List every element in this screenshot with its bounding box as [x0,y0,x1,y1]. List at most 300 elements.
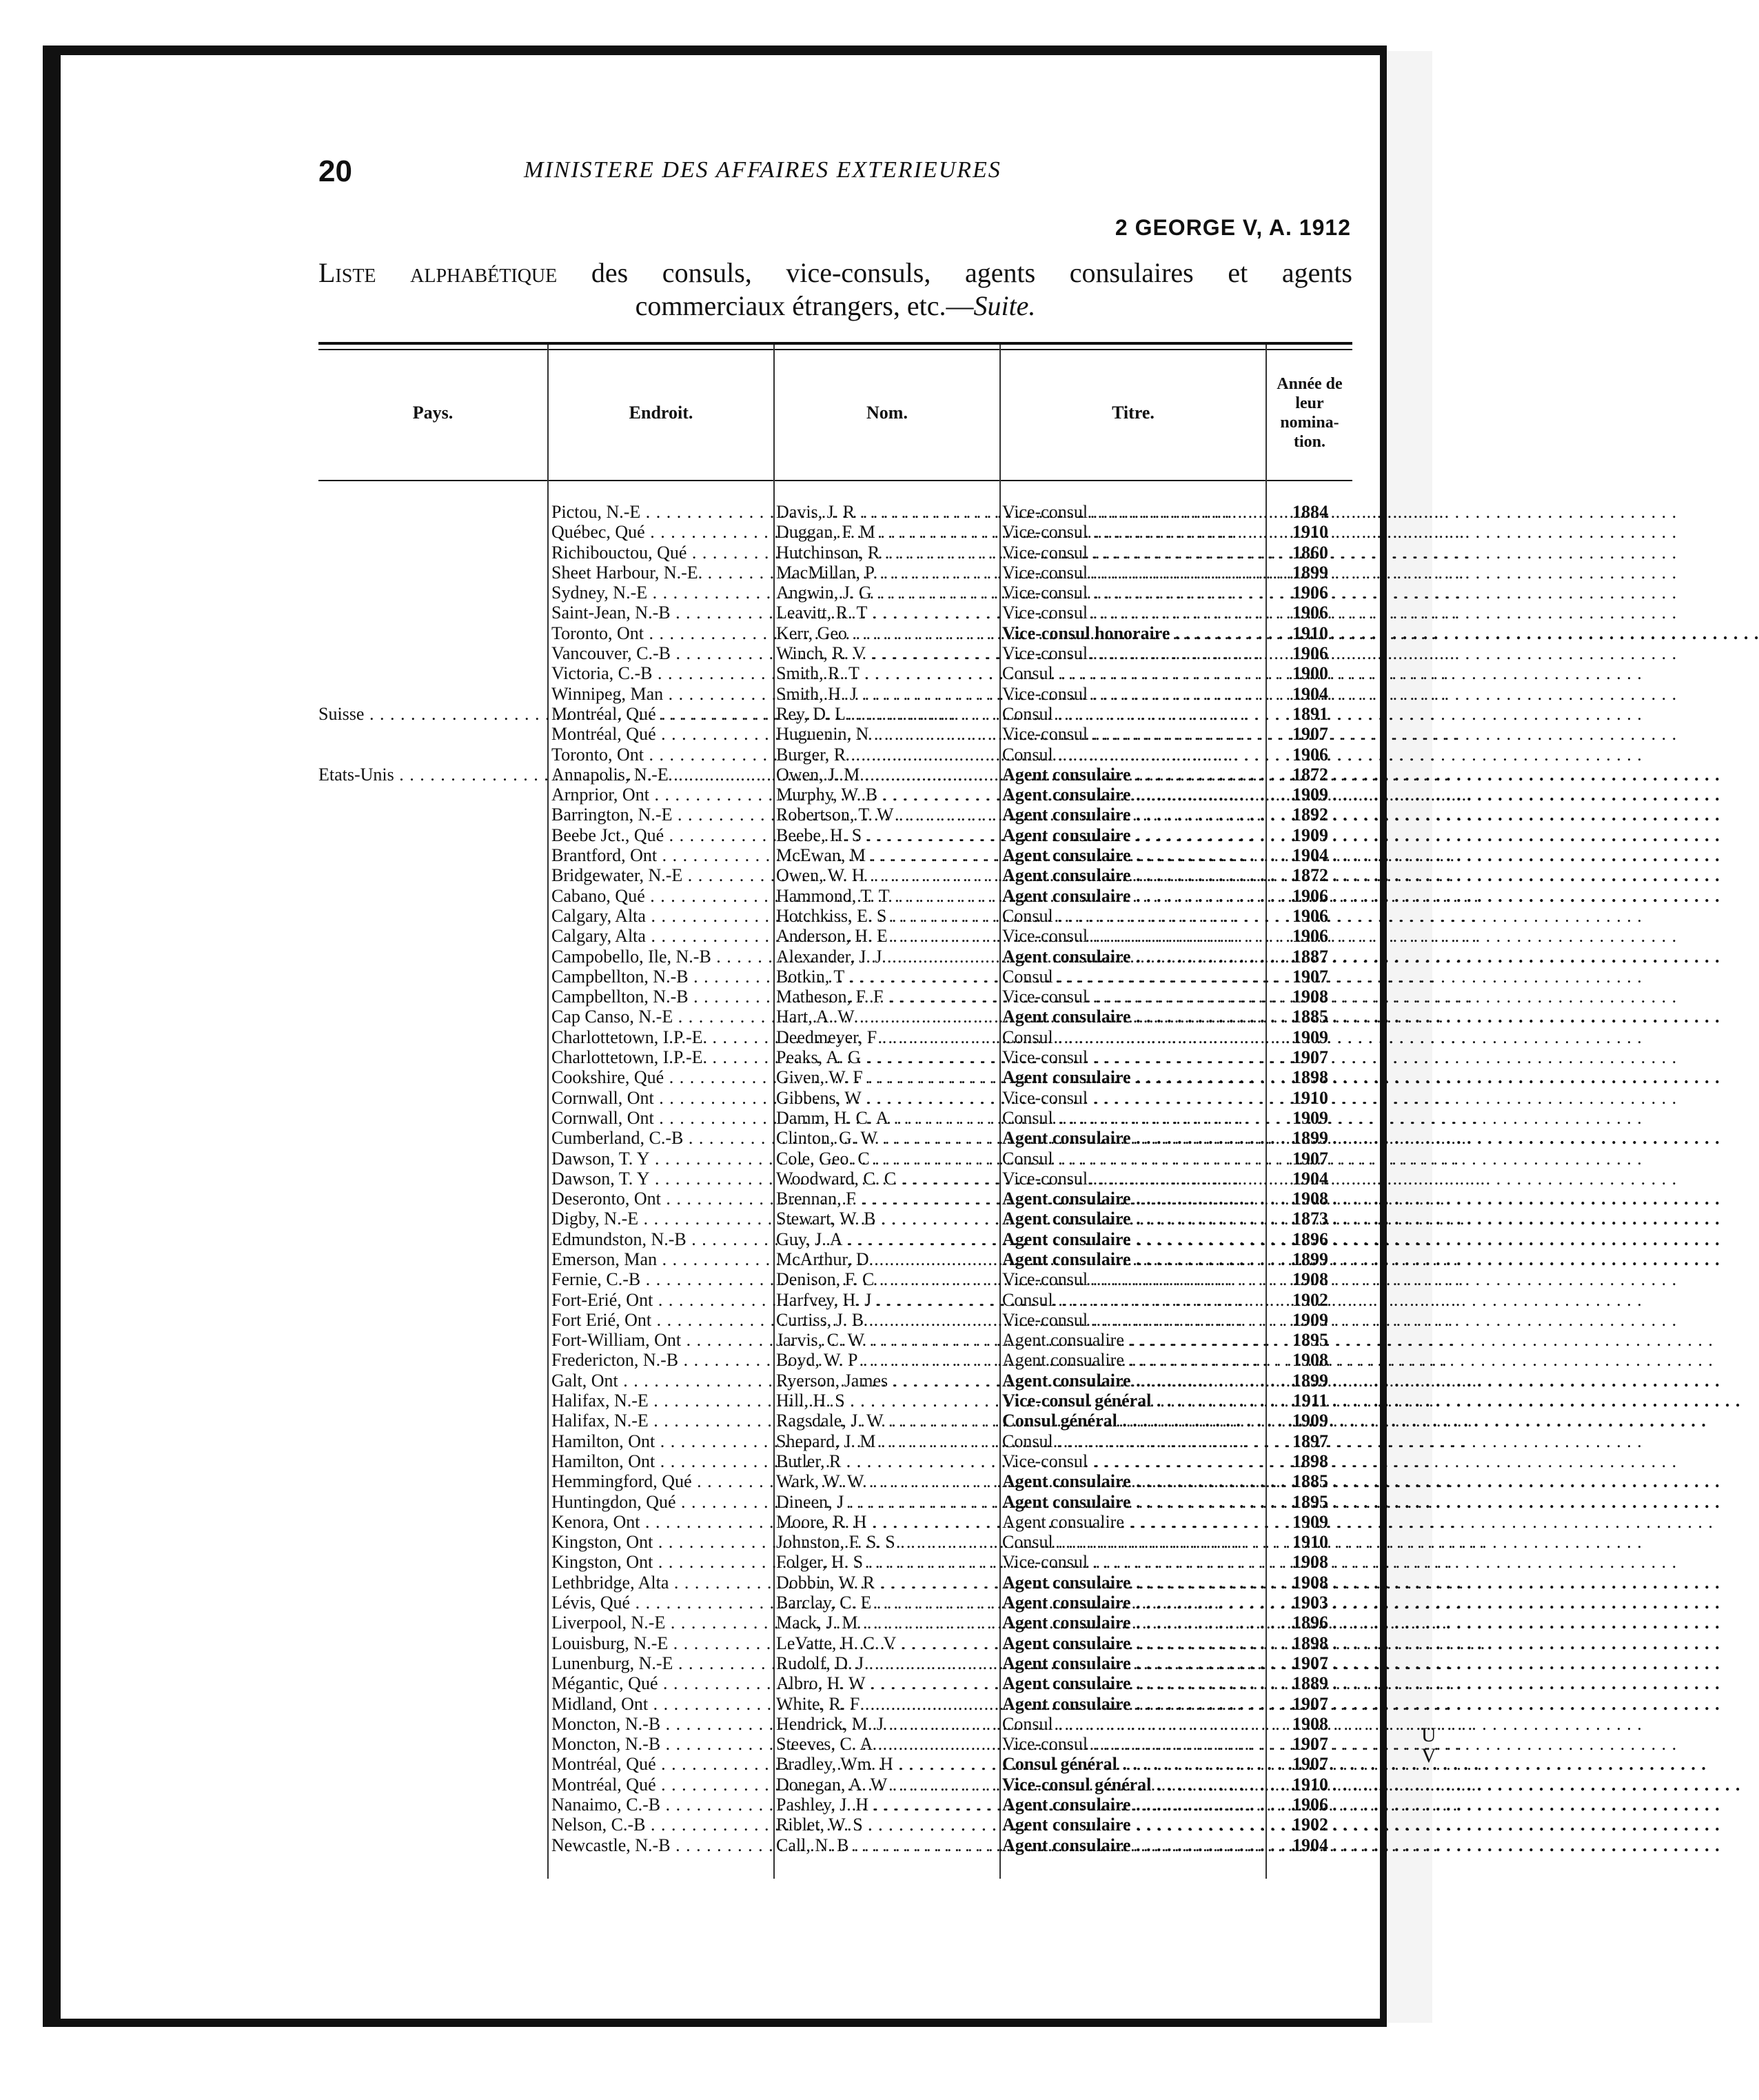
name-cell: Winch, R. V . . . [776,643,998,663]
place-cell: Calgary, Alta . . . [551,926,773,946]
title-cell: Agent consulaire . . . [1002,845,1261,865]
table-row [0,1613,1432,1633]
year-cell: 1907 [1292,1693,1328,1714]
year-cell: 1906 [1292,926,1328,947]
place-cell: Annapolis, N.-E . . . [551,765,773,785]
year-cell: 1907 [1292,1734,1328,1755]
year-cell: 1895 [1292,1330,1328,1351]
table-row [0,1391,1432,1411]
name-cell: Hendrick, M. J . . . [776,1714,998,1734]
place-cell: Arnprior, Ont . . . [551,785,773,805]
adjacent-page-letter: U [1421,1724,1436,1746]
name-cell: Woodward, C. C . . . [776,1169,998,1189]
name-cell: McEwan, M . . . [776,845,998,865]
table-row [0,1734,1432,1754]
place-cell: Sheet Harbour, N.-E. . . . [551,563,773,583]
table-top-rule [318,342,1352,345]
header-nom: Nom. [866,403,908,423]
name-cell: Burger, R . . . [776,745,998,765]
name-cell: Rey, D. L . . . [776,704,998,724]
place-cell: Emerson, Man . . . [551,1249,773,1269]
name-cell: Kerr, Geo . . . [776,623,998,643]
name-cell: Boyd, W. P . . . [776,1350,998,1370]
title-cell: Consul . . . [1002,663,1261,683]
name-cell: Given, W. F . . . [776,1067,998,1087]
year-cell: 1897 [1292,1431,1328,1451]
table-row [0,1007,1432,1027]
place-cell: Montréal, Qué . . . [551,1754,773,1774]
table-row [0,724,1432,744]
title-line1: des consuls, vice-consuls, agents consulaires et agents [591,257,1352,288]
table-row [0,543,1432,563]
place-cell: Fort Erié, Ont . . . [551,1310,773,1330]
year-cell: 1910 [1292,623,1328,643]
table-row [0,623,1432,643]
year-cell: 1908 [1292,1713,1328,1734]
table-row [0,1431,1432,1451]
place-cell: Lunenburg, N.-E . . . [551,1653,773,1673]
place-cell: Dawson, T. Y . . . [551,1149,773,1169]
table-row [0,502,1432,522]
year-cell: 1906 [1292,905,1328,926]
title-cell: Consul . . . [1002,1149,1261,1169]
name-cell: Harfvey, H. J . . . [776,1290,998,1310]
title-cell: Agent consulaire . . . [1002,1653,1261,1673]
place-cell: Cumberland, C.-B . . . [551,1128,773,1148]
year-cell: 1872 [1292,764,1328,785]
name-cell: Pashley, J. H . . . [776,1795,998,1815]
page-frame-bottom [43,2019,1387,2027]
year-cell: 1906 [1292,583,1328,603]
place-cell: Montréal, Qué . . . [551,724,773,744]
title-cell: Agent consulaire . . . [1002,1573,1261,1593]
place-cell: Cap Canso, N.-E . . . [551,1007,773,1027]
table-row [0,1330,1432,1350]
year-cell: 1887 [1292,946,1328,967]
table-row [0,1653,1432,1673]
title-cell: Vice-consul . . . [1002,1552,1261,1572]
header-titre: Titre. [1112,403,1155,423]
name-cell: Folger, H. S . . . [776,1552,998,1572]
table-row [0,1795,1432,1815]
year-cell: 1909 [1292,825,1328,845]
year-cell: 1910 [1292,1087,1328,1108]
place-cell: Brantford, Ont . . . [551,845,773,865]
name-cell: Duggan, F. M . . . [776,522,998,542]
table-row [0,1290,1432,1310]
place-cell: Moncton, N.-B . . . [551,1734,773,1754]
place-cell: Charlottetown, I.P.-E. . . . [551,1047,773,1067]
year-cell: 1908 [1292,1572,1328,1593]
name-cell: Bradley, Wm. H . . . [776,1754,998,1774]
title-cell: Vice-consul . . . [1002,1088,1261,1108]
table-row [0,684,1432,704]
title-cell: Agent consulaire . . . [1002,1633,1261,1653]
name-cell: Denison, F. C . . . [776,1269,998,1289]
name-cell: Ragsdale, J. W . . . [776,1411,998,1431]
name-cell: Butler, R . . . [776,1451,998,1471]
place-cell: Campobello, Ile, N.-B . . . [551,947,773,967]
place-cell: Edmundston, N.-B . . . [551,1229,773,1249]
year-cell: 1910 [1292,1532,1328,1553]
title-cell: Agent consulaire . . . [1002,1673,1261,1693]
year-cell: 1872 [1292,865,1328,886]
table-row [0,1673,1432,1693]
place-cell: Fort-William, Ont . . . [551,1330,773,1350]
table-row [0,926,1432,946]
place-cell: Campbellton, N.-B . . . [551,987,773,1007]
title-cell: Agent consulaire . . . [1002,1229,1261,1249]
title-lead: Liste alphabétique [318,257,558,288]
year-cell: 1908 [1292,1189,1328,1209]
table-row [0,704,1432,724]
place-cell: Hamilton, Ont . . . [551,1431,773,1451]
place-cell: Montréal, Qué . . . [551,1775,773,1795]
title-cell: Vice-consul . . . [1002,1310,1261,1330]
title-cell: Agent consulaire . . . [1002,825,1261,845]
year-cell: 1898 [1292,1067,1328,1088]
name-cell: Peaks, A. G . . . [776,1047,998,1067]
table-row [0,1149,1432,1169]
year-cell: 1902 [1292,1815,1328,1835]
year-cell: 1904 [1292,845,1328,866]
title-cell: Vice-consul . . . [1002,563,1261,583]
title-cell: Agent consulaire . . . [1002,805,1261,825]
table-row [0,1552,1432,1572]
place-cell: Kingston, Ont . . . [551,1552,773,1572]
table-row [0,1451,1432,1471]
year-cell: 1907 [1292,1653,1328,1673]
title-cell: Agent consulaire . . . [1002,1371,1261,1391]
name-cell: Riblet, W. S . . . [776,1815,998,1835]
title-cell: Vice-consul . . . [1002,724,1261,744]
year-cell: 1910 [1292,522,1328,543]
place-cell: Deseronto, Ont . . . [551,1189,773,1209]
year-cell: 1909 [1292,1511,1328,1532]
year-cell: 1909 [1292,1411,1328,1431]
title-cell: Consul . . . [1002,1431,1261,1451]
title-cell: Consul . . . [1002,1532,1261,1552]
year-cell: 1896 [1292,1613,1328,1633]
place-cell: Pictou, N.-E . . . [551,502,773,522]
title-cell: Vice-consul . . . [1002,926,1261,946]
title-cell: Agent consulaire . . . [1002,886,1261,906]
table-row [0,643,1432,663]
title-cell: Vice-consul . . . [1002,603,1261,623]
place-cell: Lévis, Qué . . . [551,1593,773,1613]
name-cell: Curtiss, J. B . . . [776,1310,998,1330]
title-cell: Agent consulaire . . . [1002,1067,1261,1087]
year-cell: 1889 [1292,1673,1328,1694]
year-cell: 1906 [1292,603,1328,623]
name-cell: Stewart, W. B . . . [776,1209,998,1229]
place-cell: Louisburg, N.-E . . . [551,1633,773,1653]
year-cell: 1908 [1292,1269,1328,1290]
name-cell: Hill, H. S . . . [776,1391,998,1411]
table-row [0,1532,1432,1552]
name-cell: Angwin, J. G . . . [776,583,998,603]
title-cell: Consul . . . [1002,1714,1261,1734]
name-cell: Jarvis, C. W . . . [776,1330,998,1350]
country-label: Suisse . . . [318,704,543,724]
place-cell: Québec, Qué . . . [551,522,773,542]
title-cell: Consul . . . [1002,1108,1261,1128]
year-cell: 1904 [1292,1168,1328,1189]
year-cell: 1885 [1292,1007,1328,1027]
name-cell: White, R. F . . . [776,1694,998,1714]
table-row [0,1512,1432,1532]
place-cell: Victoria, C.-B . . . [551,663,773,683]
title-cell: Agent consulaire . . . [1002,1835,1261,1855]
year-cell: 1898 [1292,1451,1328,1471]
place-cell: Liverpool, N.-E . . . [551,1613,773,1633]
place-cell: Cornwall, Ont . . . [551,1108,773,1128]
year-cell: 1896 [1292,1229,1328,1249]
name-cell: Dobbin, W. R . . . [776,1573,998,1593]
place-cell: Halifax, N.-E . . . [551,1411,773,1431]
year-cell: 1899 [1292,1128,1328,1149]
table-row [0,1754,1432,1774]
place-cell: Charlottetown, I.P.-E. . . . [551,1027,773,1047]
table-row [0,1471,1432,1491]
name-cell: Wark, W. W . . . [776,1471,998,1491]
year-cell: 1904 [1292,683,1328,704]
table-row [0,865,1432,885]
table-row [0,1088,1432,1108]
header-annee: Année de leur nomina- tion. [1277,375,1343,451]
title-cell: Agent consulaire . . . [1002,1471,1261,1491]
name-cell: Alexander, J. J . . . [776,947,998,967]
table-row [0,1775,1432,1795]
title-cell: Consul général . . . [1002,1754,1261,1774]
title-cell: Vice-consul . . . [1002,1451,1261,1471]
name-cell: Hotchkiss, E. S . . . [776,906,998,926]
title-cell: Consul . . . [1002,967,1261,987]
year-cell: 1910 [1292,1774,1328,1795]
place-cell: Calgary, Alta . . . [551,906,773,926]
name-cell: Leavitt, R. T . . . [776,603,998,623]
year-cell: 1902 [1292,1289,1328,1310]
place-cell: Nelson, C.-B . . . [551,1815,773,1835]
title-cell: Vice-consul . . . [1002,583,1261,603]
name-cell: Smith, H. J . . . [776,684,998,704]
title-cell: Vice-consul . . . [1002,1734,1261,1754]
place-cell: Campbellton, N.-B . . . [551,967,773,987]
name-cell: Rudolf, D. J . . . [776,1653,998,1673]
place-cell: Fredericton, N.-B . . . [551,1350,773,1370]
name-cell: Shepard, J. M . . . [776,1431,998,1451]
table-row [0,1371,1432,1391]
year-cell: 1908 [1292,987,1328,1007]
table-row [0,1189,1432,1209]
header-endroit: Endroit. [629,403,693,423]
table-row [0,1067,1432,1087]
title-cell: Agent consulaire . . . [1002,765,1261,785]
name-cell: Beebe, H. S . . . [776,825,998,845]
table-row [0,1229,1432,1249]
year-cell: 1899 [1292,1370,1328,1391]
year-cell: 1903 [1292,1593,1328,1613]
place-cell: Montréal, Qué . . . [551,704,773,724]
page-number: 20 [318,154,352,188]
place-cell: Midland, Ont . . . [551,1694,773,1714]
name-cell: Cole, Geo. C . . . [776,1149,998,1169]
table-row [0,1573,1432,1593]
year-cell: 1898 [1292,1633,1328,1653]
year-cell: 1906 [1292,744,1328,765]
running-head: MINISTERE DES AFFAIRES EXTERIEURES [524,157,1001,183]
table-row [0,845,1432,865]
title-cell: Vice-consul . . . [1002,522,1261,542]
title-cell: Agent consulaire . . . [1002,1007,1261,1027]
table-row [0,1249,1432,1269]
header-pays: Pays. [412,403,454,423]
place-cell: Bridgewater, N.-E . . . [551,865,773,885]
name-cell: McArthur, D . . . [776,1249,998,1269]
year-cell: 1909 [1292,785,1328,805]
country-label: Etats-Unis . . . [318,765,543,785]
name-cell: Murphy, W. B . . . [776,785,998,805]
table-row [0,1815,1432,1835]
place-cell: Sydney, N.-E . . . [551,583,773,603]
title-cell: Agent consulaire . . . [1002,1815,1261,1835]
name-cell: Botkin, T . . . [776,967,998,987]
title-cell: Agent consulaire . . . [1002,1249,1261,1269]
table-row [0,1047,1432,1067]
table-row [0,522,1432,542]
place-cell: Galt, Ont . . . [551,1371,773,1391]
year-cell: 1892 [1292,805,1328,825]
title-cell: Agent consulaire . . . [1002,1694,1261,1714]
year-cell: 1908 [1292,1350,1328,1371]
year-cell: 1884 [1292,502,1328,522]
place-cell: Lethbridge, Alta . . . [551,1573,773,1593]
session-reference: 2 GEORGE V, A. 1912 [1115,215,1351,240]
place-cell: Huntingdon, Qué . . . [551,1492,773,1512]
title-cell: Vice-consul honoraire . . . [1002,623,1261,643]
title-cell: Agent consualire . . . [1002,1512,1261,1532]
name-cell: Ryerson, James . . . [776,1371,998,1391]
title-cell: Agent consualire . . . [1002,1350,1261,1370]
table-row [0,1411,1432,1431]
place-cell: Cabano, Qué . . . [551,886,773,906]
year-cell: 1911 [1292,1391,1328,1411]
title-cell: Consul . . . [1002,1290,1261,1310]
title-cell: Vice-consul . . . [1002,502,1261,522]
name-cell: Clinton, G. W . . . [776,1128,998,1148]
name-cell: Huguenin, N . . . [776,724,998,744]
place-cell: Cookshire, Qué . . . [551,1067,773,1087]
year-cell: 1909 [1292,1107,1328,1128]
name-cell: Donegan, A. W . . . [776,1775,998,1795]
name-cell: Johnston, F. S. S . . . [776,1532,998,1552]
name-cell: Hart, A. W . . . [776,1007,998,1027]
table-row [0,765,1432,785]
title-cell: Vice-consul général . . . [1002,1775,1261,1795]
title-cell: Consul . . . [1002,745,1261,765]
name-cell: Guy, J. A . . . [776,1229,998,1249]
place-cell: Fort-Erié, Ont . . . [551,1290,773,1310]
table-row [0,785,1432,805]
name-cell: Brennan, F . . . [776,1189,998,1209]
table-row [0,1694,1432,1714]
name-cell: MacMillan, P . . . [776,563,998,583]
place-cell: Cornwall, Ont . . . [551,1088,773,1108]
place-cell: Toronto, Ont . . . [551,623,773,643]
table-row [0,1633,1432,1653]
page-frame-top [43,46,1387,55]
year-cell: 1899 [1292,562,1328,583]
place-cell: Nanaimo, C.-B . . . [551,1795,773,1815]
table-row [0,1269,1432,1289]
place-cell: Kingston, Ont . . . [551,1532,773,1552]
table-row [0,906,1432,926]
place-cell: Winnipeg, Man . . . [551,684,773,704]
year-cell: 1895 [1292,1491,1328,1512]
name-cell: Dineen, J . . . [776,1492,998,1512]
name-cell: Call, N. B . . . [776,1835,998,1855]
year-cell: 1906 [1292,643,1328,664]
title-cell: Agent consualire . . . [1002,1330,1261,1350]
title-cell: Consul général . . . [1002,1411,1261,1431]
title-cell: Vice-consul . . . [1002,1269,1261,1289]
year-cell: 1906 [1292,1795,1328,1815]
title-cell: Vice-consul . . . [1002,643,1261,663]
header-bottom-rule [318,480,1352,481]
table-row [0,987,1432,1007]
year-cell: 1891 [1292,703,1328,724]
title-line2: commerciaux étrangers, etc.— [635,290,974,321]
title-suite: Suite. [973,290,1036,321]
year-cell: 1907 [1292,966,1328,987]
year-cell: 1908 [1292,1552,1328,1573]
title-cell: Agent consulaire . . . [1002,1593,1261,1613]
place-cell: Newcastle, N.-B . . . [551,1835,773,1855]
title-cell: Agent consulaire . . . [1002,1613,1261,1633]
title-cell: Vice-consul . . . [1002,987,1261,1007]
place-cell: Mégantic, Qué . . . [551,1673,773,1693]
year-cell: 1907 [1292,1047,1328,1068]
place-cell: Saint-Jean, N.-B . . . [551,603,773,623]
title-cell: Agent consulaire . . . [1002,865,1261,885]
page-title [318,256,1352,323]
name-cell: Gibbens, W . . . [776,1088,998,1108]
place-cell: Moncton, N.-B . . . [551,1714,773,1734]
name-cell: Hutchinson, R . . . [776,543,998,563]
name-cell: Davis, J. R . . . [776,502,998,522]
name-cell: Deedmeyer, F . . . [776,1027,998,1047]
title-cell: Agent consulaire . . . [1002,1189,1261,1209]
table-row [0,805,1432,825]
table-row [0,1108,1432,1128]
year-cell: 1873 [1292,1209,1328,1229]
place-cell: Digby, N.-E . . . [551,1209,773,1229]
year-cell: 1909 [1292,1027,1328,1047]
title-cell: Consul . . . [1002,704,1261,724]
place-cell: Vancouver, C.-B . . . [551,643,773,663]
table-row [0,1350,1432,1370]
year-cell: 1907 [1292,1754,1328,1775]
title-cell: Consul . . . [1002,906,1261,926]
consul-table-body [0,502,1432,1855]
table-row [0,1593,1432,1613]
place-cell: Kenora, Ont . . . [551,1512,773,1532]
year-cell: 1907 [1292,724,1328,745]
title-cell: Vice-consul . . . [1002,543,1261,563]
year-cell: 1860 [1292,542,1328,563]
name-cell: Owen, W. H . . . [776,865,998,885]
title-cell: Agent consulaire . . . [1002,1128,1261,1148]
